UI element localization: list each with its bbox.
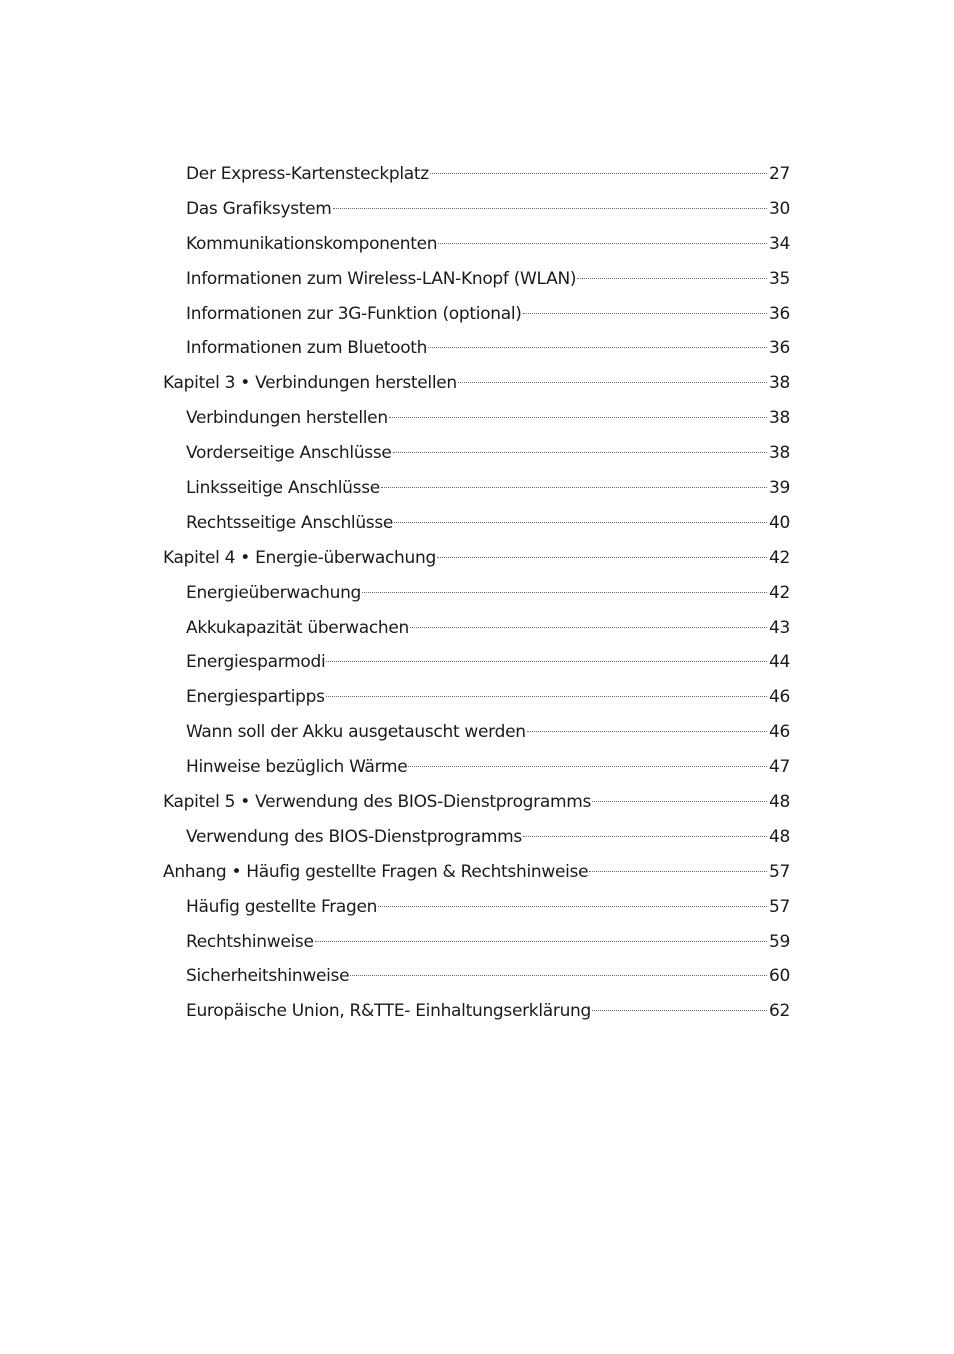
toc-section-entry[interactable] [163,611,790,646]
toc-section-entry[interactable] [163,820,790,855]
toc-section-entry[interactable] [163,471,790,506]
toc-entry-title: Hinweise bezüglich Wärme [186,757,408,778]
toc-section-entry[interactable] [163,331,790,366]
toc-page-number: 57 [768,896,790,917]
toc-page-number: 62 [768,1001,790,1022]
toc-page-number: 48 [768,826,790,847]
toc-chapter-entry[interactable] [163,366,790,401]
toc-page-number: 30 [768,198,790,219]
toc-section-entry[interactable] [163,645,790,680]
toc-dot-leader [458,381,767,383]
toc-entry-title: Informationen zum Wireless-LAN-Knopf (WLAN) [186,268,577,289]
toc-dot-leader [326,695,767,697]
toc-entry-title: Verbindungen herstellen [186,408,388,429]
toc-dot-leader [381,486,767,488]
toc-page-number: 42 [768,547,790,568]
toc-entry-title: Sicherheitshinweise [186,966,350,987]
toc-entry-title: Kommunikationskomponenten [186,233,438,254]
toc-entry-title: Energiesparmodi [186,652,326,673]
toc-page-number: 57 [768,861,790,882]
toc-entry-title: Linksseitige Anschlüsse [186,478,380,499]
toc-entry-title: Verwendung des BIOS-Dienstprogramms [186,826,522,847]
toc-dot-leader [577,277,767,279]
toc-entry-title: Akkukapazität überwachen [186,617,410,638]
toc-dot-leader [527,730,767,732]
toc-page-number: 36 [768,338,790,359]
toc-entry-title: Rechtshinweise [186,931,314,952]
toc-section-entry[interactable] [163,506,790,541]
toc-section-entry[interactable] [163,297,790,332]
toc-section-entry[interactable] [163,262,790,297]
toc-page-number: 59 [768,931,790,952]
toc-section-entry[interactable] [163,959,790,994]
toc-entry-title: Wann soll der Akku ausgetauscht werden [186,722,526,743]
toc-dot-leader [523,312,767,314]
toc-page-number: 34 [768,233,790,254]
toc-entry-title: Rechtsseitige Anschlüsse [186,512,394,533]
toc-entry-title: Anhang • Häufig gestellte Fragen & Rechtshinweise [163,861,589,882]
toc-dot-leader [523,835,767,837]
toc-entry-title: Häufig gestellte Fragen [186,896,378,917]
toc-page-number: 42 [768,582,790,603]
toc-entry-title: Energiespartipps [186,687,325,708]
toc-dot-leader [592,800,767,802]
toc-chapter-entry[interactable] [163,855,790,890]
toc-dot-leader [438,242,767,244]
toc-page-number: 35 [768,268,790,289]
toc-entry-title: Vorderseitige Anschlüsse [186,443,392,464]
toc-dot-leader [437,556,767,558]
toc-dot-leader [430,172,767,174]
toc-dot-leader [378,905,767,907]
toc-section-entry[interactable] [163,715,790,750]
toc-entry-title: Kapitel 4 • Energie-überwachung [163,547,436,568]
toc-section-entry[interactable] [163,890,790,925]
toc-entry-title: Der Express-Kartensteckplatz [186,164,429,184]
toc-page-number: 48 [768,792,790,813]
toc-page-number: 47 [768,757,790,778]
toc-dot-leader [350,974,767,976]
toc-page-number: 40 [768,512,790,533]
toc-section-entry[interactable] [163,576,790,611]
table-of-contents [163,157,790,1029]
toc-section-entry[interactable] [163,227,790,262]
toc-page-number: 60 [768,966,790,987]
toc-dot-leader [410,626,767,628]
toc-dot-leader [315,940,767,942]
toc-page-number: 38 [768,408,790,429]
toc-page-number: 39 [768,478,790,499]
toc-dot-leader [592,1009,767,1011]
toc-section-entry[interactable] [163,680,790,715]
toc-entry-title: Europäische Union, R&TTE- Einhaltungserklärung [186,1001,592,1022]
toc-section-entry[interactable] [163,750,790,785]
toc-page-number: 44 [768,652,790,673]
toc-chapter-entry[interactable] [163,541,790,576]
toc-entry-title: Kapitel 3 • Verbindungen herstellen [163,373,457,394]
toc-section-entry[interactable] [163,157,790,192]
toc-dot-leader [326,660,767,662]
toc-page-number: 36 [768,303,790,324]
toc-entry-title: Kapitel 5 • Verwendung des BIOS-Dienstprogramms [163,792,592,813]
toc-page-number: 46 [768,687,790,708]
toc-entry-title: Informationen zum Bluetooth [186,338,428,359]
toc-page-number: 38 [768,373,790,394]
toc-page-number: 27 [768,164,790,184]
toc-page-number: 38 [768,443,790,464]
toc-chapter-entry[interactable] [163,785,790,820]
toc-dot-leader [393,451,767,453]
toc-section-entry[interactable] [163,994,790,1029]
toc-dot-leader [428,346,767,348]
toc-page-number: 43 [768,617,790,638]
toc-dot-leader [333,207,767,209]
toc-entry-title: Das Grafiksystem [186,198,332,219]
toc-dot-leader [408,765,767,767]
toc-section-entry[interactable] [163,401,790,436]
toc-section-entry[interactable] [163,436,790,471]
toc-entry-title: Energieüberwachung [186,582,362,603]
toc-dot-leader [362,591,767,593]
toc-page-number: 46 [768,722,790,743]
toc-dot-leader [389,416,767,418]
toc-entry-title: Informationen zur 3G-Funktion (optional) [186,303,522,324]
toc-section-entry[interactable] [163,192,790,227]
toc-dot-leader [589,870,767,872]
toc-dot-leader [394,521,767,523]
toc-section-entry[interactable] [163,925,790,960]
